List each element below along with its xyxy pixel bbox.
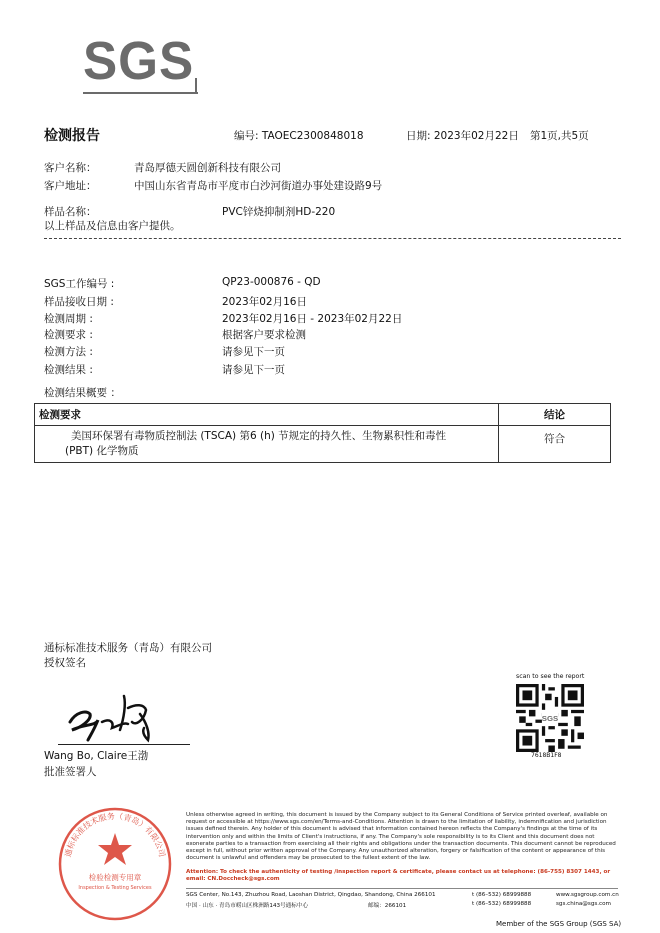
seal-outer-text: 通标标准技术服务（青岛）有限公司 <box>63 811 167 858</box>
footer-tel-2: t (86–532) 68999888 <box>472 901 532 907</box>
seal-star-icon <box>98 833 132 865</box>
report-date: 日期: 2023年02月22日 <box>406 130 519 142</box>
seal-inner-en: Inspection & Testing Services <box>78 885 152 891</box>
page-number: 第1页,共5页 <box>530 130 589 142</box>
authorized-signature-label: 授权签名 <box>44 657 86 669</box>
sample-name-value: PVC锌烧抑制剂HD-220 <box>222 206 336 218</box>
result-value: 请参见下一页 <box>222 364 285 376</box>
sample-name-label: 样品名称： <box>44 206 97 218</box>
summary-table <box>34 403 611 463</box>
footer-address-en: SGS Center, No.143, Zhuzhou Road, Laoshan District, Qingdao, Shandong, China 266101 <box>186 892 436 898</box>
footer-email[interactable]: sgs.china@sgs.com <box>556 901 612 907</box>
requirement-label: 检测要求 : <box>44 329 93 341</box>
footer-address-cn: 中国 · 山东 · 青岛市崂山区株洲路143号通标中心 <box>186 903 309 909</box>
signer-role: 批准签署人 <box>44 766 97 778</box>
period-label: 检测周期 : <box>44 313 93 325</box>
requirement-line1: 美国环保署有毒物质控制法 (TSCA) 第6 (h) 节规定的持久性、生物累积性和毒性 <box>71 430 447 442</box>
summary-label: 检测结果概要 ： <box>44 387 121 399</box>
client-address-value: 中国山东省青岛市平度市白沙河街道办事处建设路9号 <box>134 180 383 192</box>
conclusion-cell: 符合 <box>499 426 611 463</box>
client-name-label: 客户名称： <box>44 162 97 174</box>
requirement-line2: (PBT) 化学物质 <box>65 445 139 457</box>
footer-tel-1: t (86–532) 68999888 <box>472 892 532 898</box>
requirement-cell <box>35 426 499 463</box>
signer-name: Wang Bo, Claire王渤 <box>44 750 149 762</box>
logo-underline <box>83 92 198 94</box>
received-value: 2023年02月16日 <box>222 296 307 308</box>
svg-text:SGS: SGS <box>541 713 559 723</box>
page-title: 检测报告 <box>44 128 100 144</box>
logo-tick <box>195 78 197 94</box>
requirement-value: 根据客户要求检测 <box>222 329 306 341</box>
logo-text: SGS <box>83 31 195 91</box>
job-value: QP23-000876 - QD <box>222 276 321 288</box>
handwritten-signature <box>62 692 162 744</box>
method-label: 检测方法 : <box>44 346 93 358</box>
sample-note: 以上样品及信息由客户提供。 <box>44 220 181 232</box>
received-label: 样品接收日期 : <box>44 296 114 308</box>
divider <box>44 238 621 239</box>
table-header-row <box>35 404 611 426</box>
footer-attention: Attention: To check the authenticity of testing /inspection report & certificate, please contact us at telephone: (86-755) 8307 1443, or email: CN.Doccheck@sgs.com <box>186 869 611 883</box>
report-number: 编号: TAOEC2300848018 <box>234 130 364 142</box>
footer-member: Member of the SGS Group (SGS SA) <box>496 920 622 928</box>
period-value: 2023年02月16日 - 2023年02月22日 <box>222 313 403 325</box>
qr-code-icon[interactable] <box>516 684 584 752</box>
client-name-value: 青岛厚德天圆创新科技有限公司 <box>134 162 281 174</box>
sgs-logo <box>83 31 198 96</box>
footer-postcode: 邮编：266101 <box>368 903 407 909</box>
qr-code-text: 7618B1F8 <box>531 752 562 759</box>
seal-inner-cn: 检验检测专用章 <box>88 873 142 882</box>
method-value: 请参见下一页 <box>222 346 285 358</box>
footer-disclaimer: Unless otherwise agreed in writing, this document is issued by the Company subject to its General Conditions of Service printed overleaf, available on request or accessible at https://www.sgs.com/en/Terms-and-Conditions. Attention is drawn to the limitation of liability, indemnification and jurisdiction issues defined therein. Any holder of this document is advised that information contained hereon reflects the Company's findings at the time of its intervention only and within the limits of Client's instructions, if any. The Company's sole responsibility is to its Client and this document does not exonerate parties to a transaction from exercising all their rights and obligations under the transaction documents. This document cannot be reproduced except in full, without prior written approval of the Company. Any unauthorized alteration, forgery or falsification of the content or appearance of this document is unlawful and offenders may be prosecuted to the fullest extent of the law. <box>186 812 616 862</box>
footer-divider <box>186 888 618 889</box>
company-seal <box>56 805 174 923</box>
footer-web[interactable]: www.sgsgroup.com.cn <box>556 892 619 898</box>
table-row <box>35 426 611 463</box>
col-conclusion: 结论 <box>499 404 611 426</box>
col-requirement: 检测要求 <box>35 404 499 426</box>
qr-caption: scan to see the report <box>516 673 585 680</box>
company-name: 通标标准技术服务（青岛）有限公司 <box>44 642 212 654</box>
signature-line <box>58 744 190 745</box>
client-address-label: 客户地址： <box>44 180 97 192</box>
result-label: 检测结果 : <box>44 364 93 376</box>
job-label: SGS工作编号 : <box>44 278 115 290</box>
